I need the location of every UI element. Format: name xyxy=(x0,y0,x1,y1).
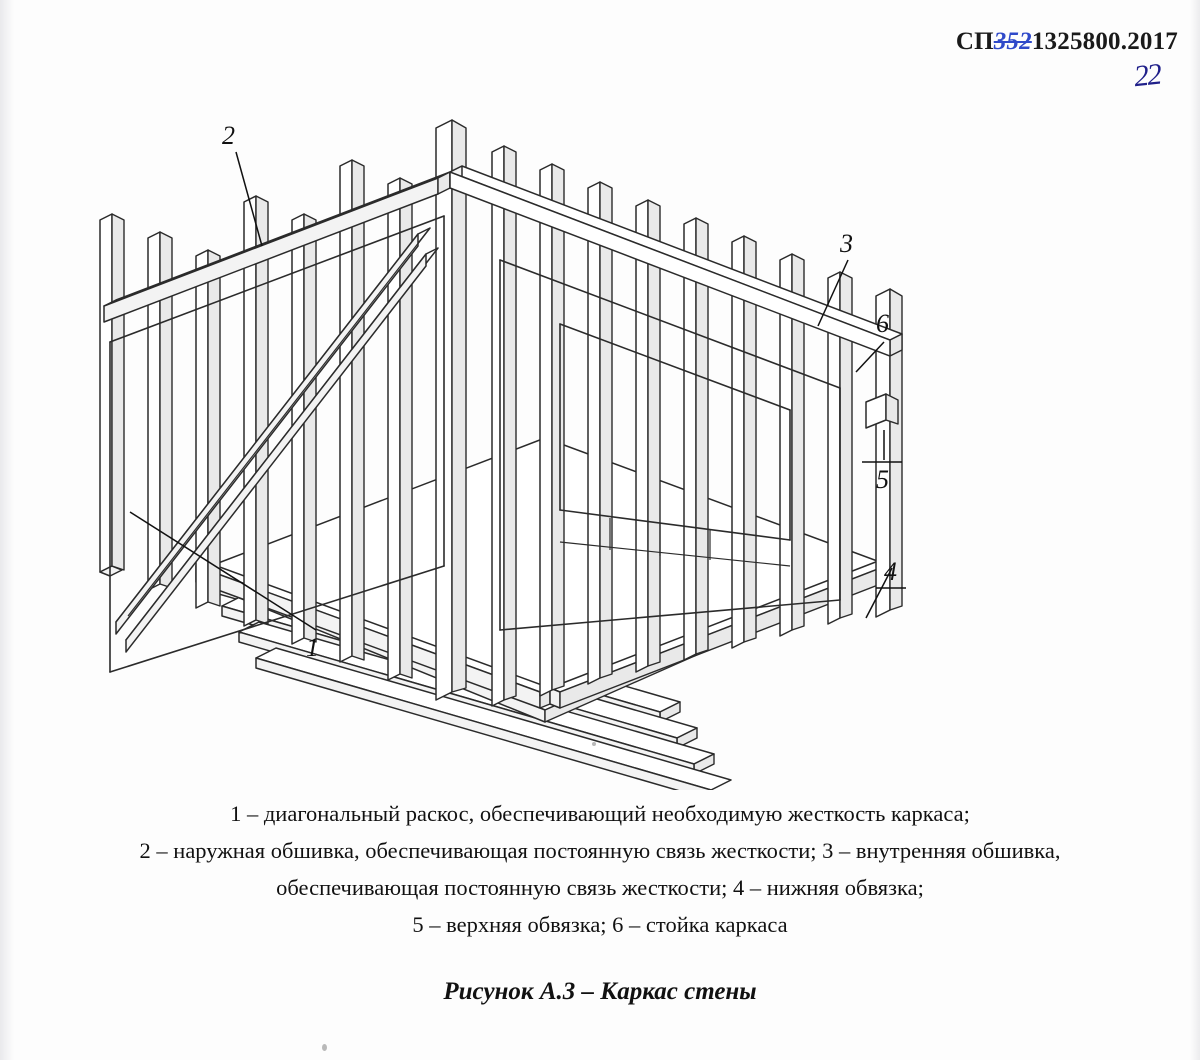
callout-label-4: 4 xyxy=(884,557,897,586)
callout-label-6: 6 xyxy=(876,309,889,338)
document-header xyxy=(956,28,1178,92)
callout-label-1: 1 xyxy=(306,633,319,662)
scan-speck xyxy=(322,1044,327,1051)
document-code xyxy=(956,28,1178,56)
doc-code-struck-number: 352 xyxy=(993,28,1032,55)
doc-code-suffix: 1325800.2017 xyxy=(1031,28,1178,55)
callout-label-2: 2 xyxy=(222,121,235,150)
scan-speck xyxy=(592,742,596,746)
legend-line-1: 1 – диагональный раскос, обеспечивающий необходимую жесткость каркаса; xyxy=(230,801,970,826)
callout-label-5: 5 xyxy=(876,465,889,494)
wall-frame-drawing xyxy=(0,110,1200,790)
doc-code-prefix: СП xyxy=(955,28,994,55)
legend-line-2: 2 – наружная обшивка, обеспечивающая постоянную связь жесткости; 3 – внутренняя обшивка, xyxy=(139,838,1061,864)
legend-line-3: обеспечивающая постоянную связь жесткости; 4 – нижняя обвязка; xyxy=(276,875,924,901)
callout-label-3: 3 xyxy=(840,229,853,258)
figure-legend xyxy=(0,795,1200,944)
legend-line-4: 5 – верхняя обвязка; 6 – стойка каркаса xyxy=(412,912,788,938)
handwritten-page-number: 22 xyxy=(1132,57,1162,94)
figure-caption: Рисунок А.3 – Каркас стены xyxy=(443,978,757,1005)
figure-wall-frame xyxy=(0,110,1200,790)
